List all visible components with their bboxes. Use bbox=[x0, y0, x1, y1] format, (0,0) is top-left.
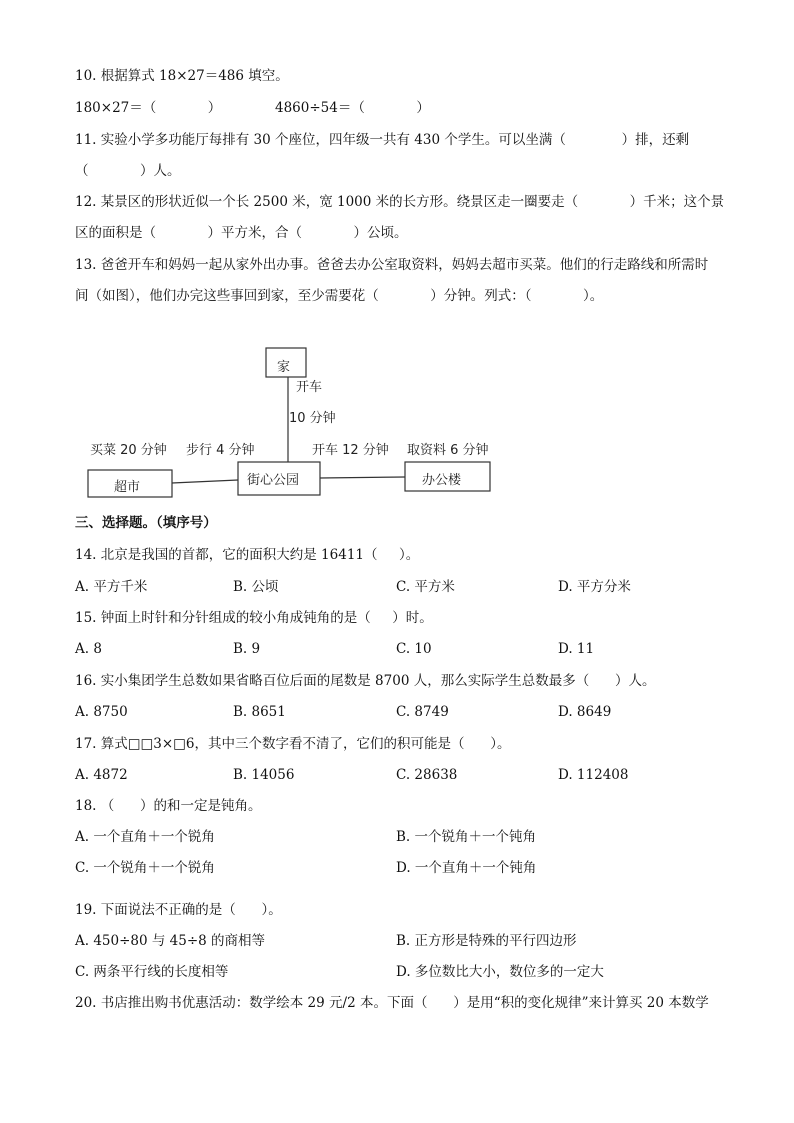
q18-stem: 18. （ ）的和一定是钝角。 bbox=[75, 798, 262, 814]
q17-option-d: D. 112408 bbox=[558, 767, 629, 783]
q19-option-c: C. 两条平行线的长度相等 bbox=[75, 964, 229, 980]
q15-option-a: A. 8 bbox=[75, 641, 102, 657]
office-label: 办公楼 bbox=[422, 473, 462, 488]
q11-line2: （ ）人。 bbox=[75, 163, 181, 179]
route-diagram bbox=[80, 340, 520, 510]
q18-option-a: A. 一个直角＋一个锐角 bbox=[75, 829, 215, 845]
q15-option-b: B. 9 bbox=[233, 641, 261, 657]
q17-option-a: A. 4872 bbox=[75, 767, 128, 783]
q13-line2: 间（如图），他们办完这些事回到家，至少需要花（ ）分钟。列式：（ ）。 bbox=[75, 288, 604, 304]
q14-stem: 14. 北京是我国的首都，它的面积大约是 16411（ ）。 bbox=[75, 547, 420, 563]
q15-option-c: C. 10 bbox=[396, 641, 432, 657]
q20-stem: 20. 书店推出购书优惠活动：数学绘本 29 元/2 本。下面（ ）是用“积的变化规律”来计算买 20 本数学 bbox=[75, 995, 709, 1011]
q15-stem: 15. 钟面上时针和分针组成的较小角成钝角的是（ ）时。 bbox=[75, 610, 433, 626]
q19-option-a: A. 450÷80 与 45÷8 的商相等 bbox=[75, 933, 266, 949]
q14-option-b: B. 公顷 bbox=[233, 579, 279, 595]
q16-option-b: B. 8651 bbox=[233, 704, 286, 720]
q17-option-b: B. 14056 bbox=[233, 767, 295, 783]
q10-blank-a: 180×27＝（ ） bbox=[75, 100, 222, 116]
q11-line1: 11. 实验小学多功能厅每排有 30 个座位，四年级一共有 430 个学生。可以坐满（ ）排，还剩 bbox=[75, 132, 690, 148]
park-label: 街心公园 bbox=[247, 473, 300, 488]
supermarket-park-road bbox=[172, 480, 238, 483]
q16-option-c: C. 8749 bbox=[396, 704, 449, 720]
q17-stem: 17. 算式□□3×□6，其中三个数字看不清了，它们的积可能是（ ）。 bbox=[75, 736, 511, 752]
q16-option-d: D. 8649 bbox=[558, 704, 612, 720]
fetch-label: 取资料 6 分钟 bbox=[407, 443, 489, 458]
q14-option-d: D. 平方分米 bbox=[558, 579, 631, 595]
walk-label: 步行 4 分钟 bbox=[186, 443, 255, 458]
q14-option-a: A. 平方千米 bbox=[75, 579, 148, 595]
q19-stem: 19. 下面说法不正确的是（ ）。 bbox=[75, 902, 282, 918]
q15-option-d: D. 11 bbox=[558, 641, 595, 657]
shop-label: 买菜 20 分钟 bbox=[90, 443, 167, 458]
q16-stem: 16. 实小集团学生总数如果省略百位后面的尾数是 8700 人，那么实际学生总数最多（ ）人。 bbox=[75, 673, 656, 689]
q12-line2: 区的面积是（ ）平方米，合（ ）公顷。 bbox=[75, 225, 408, 241]
supermarket-label: 超市 bbox=[114, 480, 141, 495]
drive-time-label: 10 分钟 bbox=[289, 411, 336, 426]
q14-option-c: C. 平方米 bbox=[396, 579, 455, 595]
q10-stem: 10. 根据算式 18×27＝486 填空。 bbox=[75, 68, 289, 84]
q19-option-b: B. 正方形是特殊的平行四边形 bbox=[396, 933, 577, 949]
q16-option-a: A. 8750 bbox=[75, 704, 128, 720]
q18-option-d: D. 一个直角＋一个钝角 bbox=[396, 860, 537, 876]
q18-option-b: B. 一个锐角＋一个钝角 bbox=[396, 829, 537, 845]
q17-option-c: C. 28638 bbox=[396, 767, 458, 783]
home-label: 家 bbox=[277, 360, 291, 375]
park-office-road bbox=[320, 477, 405, 478]
q12-line1: 12. 某景区的形状近似一个长 2500 米，宽 1000 米的长方形。绕景区走一圈要走（ ）千米；这个景 bbox=[75, 194, 725, 210]
section3-title: 三、选择题。（填序号） bbox=[75, 515, 217, 531]
drive-label: 开车 bbox=[296, 380, 323, 395]
drive2-label: 开车 12 分钟 bbox=[312, 443, 389, 458]
q19-option-d: D. 多位数比大小，数位多的一定大 bbox=[396, 964, 604, 980]
q18-option-c: C. 一个锐角＋一个锐角 bbox=[75, 860, 215, 876]
q13-line1: 13. 爸爸开车和妈妈一起从家外出办事。爸爸去办公室取资料，妈妈去超市买菜。他们的行走路线和所需时 bbox=[75, 257, 709, 273]
q10-blank-b: 4860÷54＝（ ） bbox=[275, 100, 430, 116]
